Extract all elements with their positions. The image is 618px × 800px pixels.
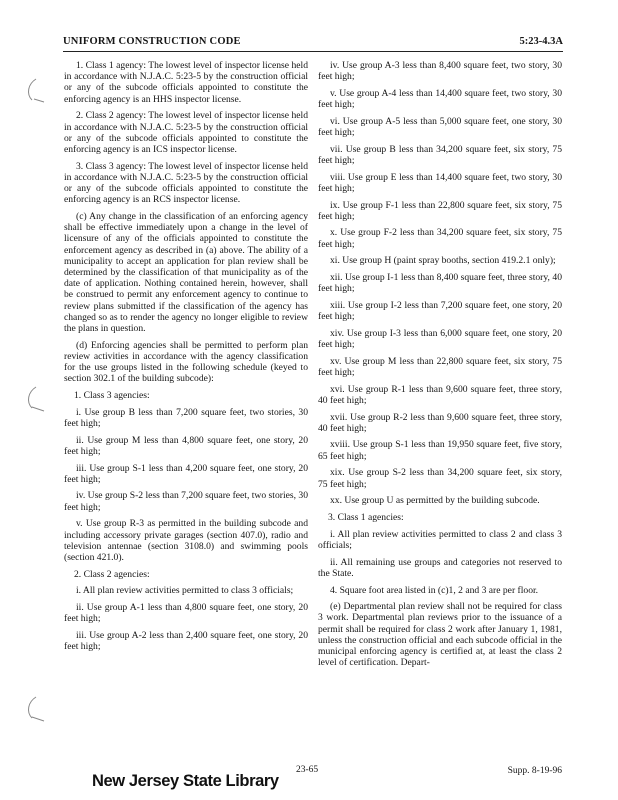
list-item: x. Use group F-2 less than 34,200 square feet, six story, 75 feet high;	[318, 227, 562, 250]
list-heading: 3. Class 1 agencies:	[328, 512, 404, 523]
list-item: v. Use group R-3 as permitted in the building subcode and including accessory private garages (section 407.0), radio and television antennae (section 3108.0) and swimming pools (section 421.0).	[64, 518, 308, 563]
list-item: xiv. Use group I-3 less than 6,000 square feet, one story, 20 feet high;	[318, 327, 562, 351]
list-item: ii. Use group A-1 less than 4,800 square feet, one story, 20 feet high;	[64, 602, 308, 625]
binding-hole-mark	[22, 384, 48, 414]
list-item: viii. Use group E less than 14,400 square feet, two story, 30 feet high;	[318, 171, 562, 194]
library-stamp: New Jersey State Library	[92, 772, 279, 790]
page-number: 23-65	[296, 765, 319, 775]
class-3-agency-paragraph: 3. Class 3 agency: The lowest level of inspector license held in accordance with N.J.A.C. 5:23-5 by the construction official or any of the subcode officials appointed to constitute the enforcing agency is an RCS inspector license.	[64, 160, 308, 206]
list-heading: 2. Class 2 agencies:	[74, 568, 150, 580]
list-item: xx. Use group U as permitted by the building subcode.	[330, 495, 540, 507]
binding-hole-mark	[22, 694, 48, 724]
binding-hole-mark	[22, 76, 48, 106]
list-item: iii. Use group A-2 less than 2,400 square feet, one story, 20 feet high;	[64, 629, 308, 653]
list-item: xvi. Use group R-1 less than 9,600 square feet, three story, 40 feet high;	[318, 383, 562, 406]
list-item: i. All plan review activities permitted to class 2 and class 3 officials;	[318, 528, 562, 551]
header-rule	[63, 51, 563, 52]
subsection-d-paragraph: (d) Enforcing agencies shall be permitted to perform plan review activities in accordance with the agency classification for the use groups listed in the following schedule (keyed to section 302.1 of the building subcode):	[64, 339, 308, 385]
list-item: v. Use group A-4 less than 14,400 square feet, two story, 30 feet high;	[318, 87, 562, 111]
list-item: xiii. Use group I-2 less than 7,200 square feet, one story, 20 feet high;	[318, 299, 562, 323]
list-item: xviii. Use group S-1 less than 19,950 square feet, five story, 65 feet high;	[318, 439, 562, 462]
list-item: vii. Use group B less than 34,200 square feet, six story, 75 feet high;	[318, 143, 562, 166]
list-item: xi. Use group H (paint spray booths, section 419.2.1 only);	[330, 255, 556, 267]
running-header	[63, 36, 563, 50]
list-item: xv. Use group M less than 22,800 square feet, six story, 75 feet high;	[318, 355, 562, 378]
list-item: iii. Use group S-1 less than 4,200 square feet, one story, 20 feet high;	[64, 462, 308, 485]
list-item: xvii. Use group R-2 less than 9,600 square feet, three story, 40 feet high;	[318, 411, 562, 434]
list-item: vi. Use group A-5 less than 5,000 square feet, one story, 30 feet high;	[318, 115, 562, 139]
list-item: xii. Use group I-1 less than 8,400 square feet, three story, 40 feet high;	[318, 272, 562, 295]
list-heading: 1. Class 3 agencies:	[74, 389, 150, 401]
list-item: xix. Use group S-2 less than 34,200 square feet, six story, 75 feet high;	[318, 467, 562, 490]
subsection-c-paragraph: (c) Any change in the classification of an enforcing agency shall be effective immediately upon a change in the level of licensure of any of the officials appointed to constitute the enforcement agency as described in (a) above. The ability of a municipality to accept an application for plan review shall be determined by the classification of that municipality as of the date of application. Nothing contained herein, however, shall be construed to permit any enforcement agency to continue to review plans submitted if the classification of the agency has changed so as to render the agency no longer eligible to review the plans in question.	[64, 210, 308, 334]
list-item: ix. Use group F-1 less than 22,800 square feet, six story, 75 feet high;	[318, 199, 562, 222]
list-item: ii. All remaining use groups and categories not reserved to the State.	[318, 556, 562, 579]
list-item: i. All plan review activities permitted to class 3 officials;	[76, 585, 294, 597]
header-section-number: 5:23-4.3A	[519, 36, 563, 47]
floor-area-note: 4. Square foot area listed in (c)1, 2 and 3 are per floor.	[330, 584, 539, 596]
left-text-column	[64, 60, 308, 658]
list-item: iv. Use group S-2 less than 7,200 square feet, two stories, 30 feet high;	[64, 490, 308, 513]
list-item: i. Use group B less than 7,200 square feet, two stories, 30 feet high;	[64, 406, 308, 429]
list-item: iv. Use group A-3 less than 8,400 square feet, two story, 30 feet high;	[318, 60, 562, 83]
list-item: ii. Use group M less than 4,800 square feet, one story, 20 feet high;	[64, 434, 308, 457]
supplement-date: Supp. 8-19-96	[507, 766, 562, 776]
header-title: UNIFORM CONSTRUCTION CODE	[63, 36, 241, 47]
right-text-column	[318, 60, 562, 674]
class-2-agency-paragraph: 2. Class 2 agency: The lowest level of inspector license held in accordance with N.J.A.C. 5:23-5 by the construction official or any of the subcode officials appointed to constitute the enforcing agency is an ICS inspector license.	[64, 110, 308, 155]
class-1-agency-paragraph: 1. Class 1 agency: The lowest level of inspector license held in accordance with N.J.A.C. 5:23-5 by the construction official or any of the subcode officials appointed to constitute the enforcing agency is an HHS inspector license.	[64, 60, 308, 105]
subsection-e-paragraph: (e) Departmental plan review shall not be required for class 3 work. Departmental plan reviews prior to the issuance of a permit shall be required for class 2 work after January 1, 1981, unless the construction official and each subcode official in the municipal enforcing agency is certified at, at least the class 2 level of certification. Depart-	[318, 601, 562, 669]
